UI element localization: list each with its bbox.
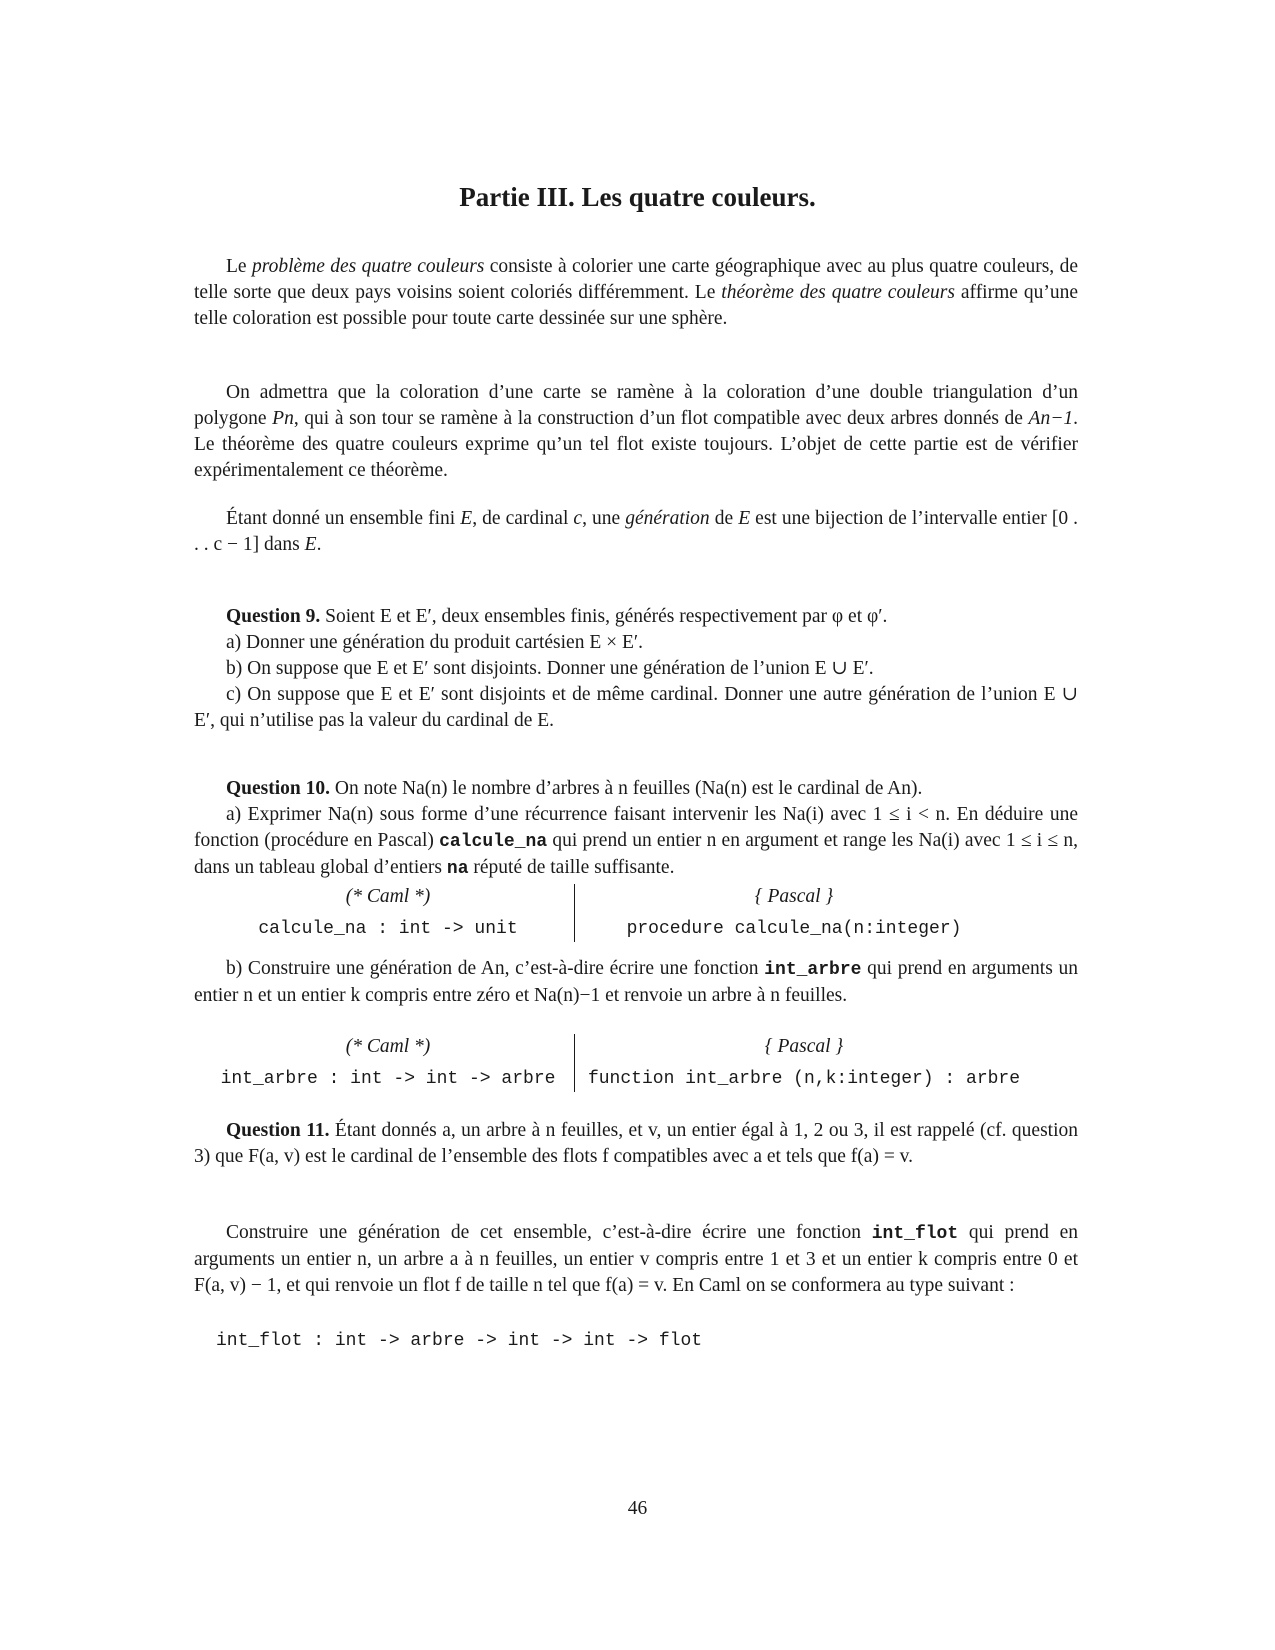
caml-signature: int_arbre : int -> int -> arbre [220,1069,556,1089]
question-9-b: b) On suppose que E et E′ sont disjoints. Donner une génération de l’union E ∪ E′. [226,658,874,679]
question-10-label: Question 10. [226,778,331,799]
column-divider [574,1034,575,1092]
int-flot-signature: int_flot : int -> arbre -> int -> int -> flot [216,1331,703,1351]
pascal-header: { Pascal } [764,1036,844,1057]
page-number: 46 [627,1498,648,1519]
question-10-b: b) Construire une génération de An, c’est-à-dire écrire une fonction int_arbre qui prend en arguments un entier n et un entier k compris entre zéro et Na(n)−1 et renvoie un arbre à n feuilles. [194,958,1078,1006]
part-title: Partie III. Les quatre couleurs. [459,182,816,212]
caml-header: (* Caml *) [345,886,431,907]
question-11-paragraph-2: Construire une génération de cet ensemble, c’est-à-dire écrire une fonction int_flot qui prend en arguments un entier n, un arbre a à n feuilles, un entier v compris entre 1 et 3 et un entier k compris entre 0 et F(a, v) − 1, et qui renvoie un flot f de taille n tel que f(a) = v. En Caml on se conformera au type suivant : [194,1222,1078,1296]
question-9-a: a) Donner une génération du produit cartésien E × E′. [226,632,644,653]
intro-paragraph-3: Étant donné un ensemble fini E, de cardinal c, une génération de E est une bijection de l’intervalle entier [0 . . . c − 1] dans E. [194,508,1079,555]
question-11: Question 11. Étant donnés a, un arbre à n feuilles, et v, un entier égal à 1, 2 ou 3, il est rappelé (cf. question 3) que F(a, v) est le cardinal de l’ensemble des flots f compatibles avec a et tels que f(a) = v. [194,1120,1078,1167]
pascal-signature: procedure calcule_na(n:integer) [626,919,962,939]
pascal-signature: function int_arbre (n,k:integer) : arbre [587,1069,1021,1089]
question-9-label: Question 9. [226,606,321,627]
caml-header: (* Caml *) [345,1036,431,1057]
column-divider [574,884,575,942]
intro-paragraph-2: On admettra que la coloration d’une carte se ramène à la coloration d’une double triangulation d’un polygone Pn, qui à son tour se ramène à la construction d’un flot compatible avec deux arbres donnés de An−1. Le théorème des quatre couleurs exprime qu’un tel flot existe toujours. L’objet de cette partie est de vérifier expérimentalement ce théorème. [194,382,1078,481]
signature-table-int-arbre [194,1034,1078,1094]
signature-table-calcule-na [194,884,1078,944]
question-10: Question 10. On note Na(n) le nombre d’arbres à n feuilles (Na(n) est le cardinal de An). a) Exprimer Na(n) sous forme d’une récurrence faisant intervenir les Na(i) avec 1 ≤ i < n. En déduire une fonction (procédure en Pascal) calcule_na qui prend un entier n en argument et range les Na(i) avec 1 ≤ i ≤ n, dans un tableau global d’entiers na réputé de taille suffisante. [194,778,1078,879]
question-11-label: Question 11. [226,1120,330,1141]
question-9: Question 9. Soient E et E′, deux ensembles finis, générés respectivement par φ et φ′. a) Donner une génération du produit cartésien E × E′. b) On suppose que E et E′ sont disjoints. Donner une génération de l’union E ∪ E′. c) On suppose que E et E′ sont disjoints et de même cardinal. Donner une autre génération de l’union E ∪ E′, qui n’utilise pas la valeur du cardinal de E. [194,604,1078,734]
caml-signature: calcule_na : int -> unit [258,919,518,939]
intro-paragraph-1: Le problème des quatre couleurs consiste à colorier une carte géographique avec au plus quatre couleurs, de telle sorte que deux pays voisins soient coloriés différemment. Le théorème des quatre couleurs affirme qu’une telle coloration est possible pour toute carte dessinée sur une sphère. [194,256,1078,329]
pascal-header: { Pascal } [754,886,834,907]
question-9-c: c) On suppose que E et E′ sont disjoints et de même cardinal. Donner une autre génération de l’union E ∪ E′, qui n’utilise pas la valeur du cardinal de E. [194,684,1078,731]
